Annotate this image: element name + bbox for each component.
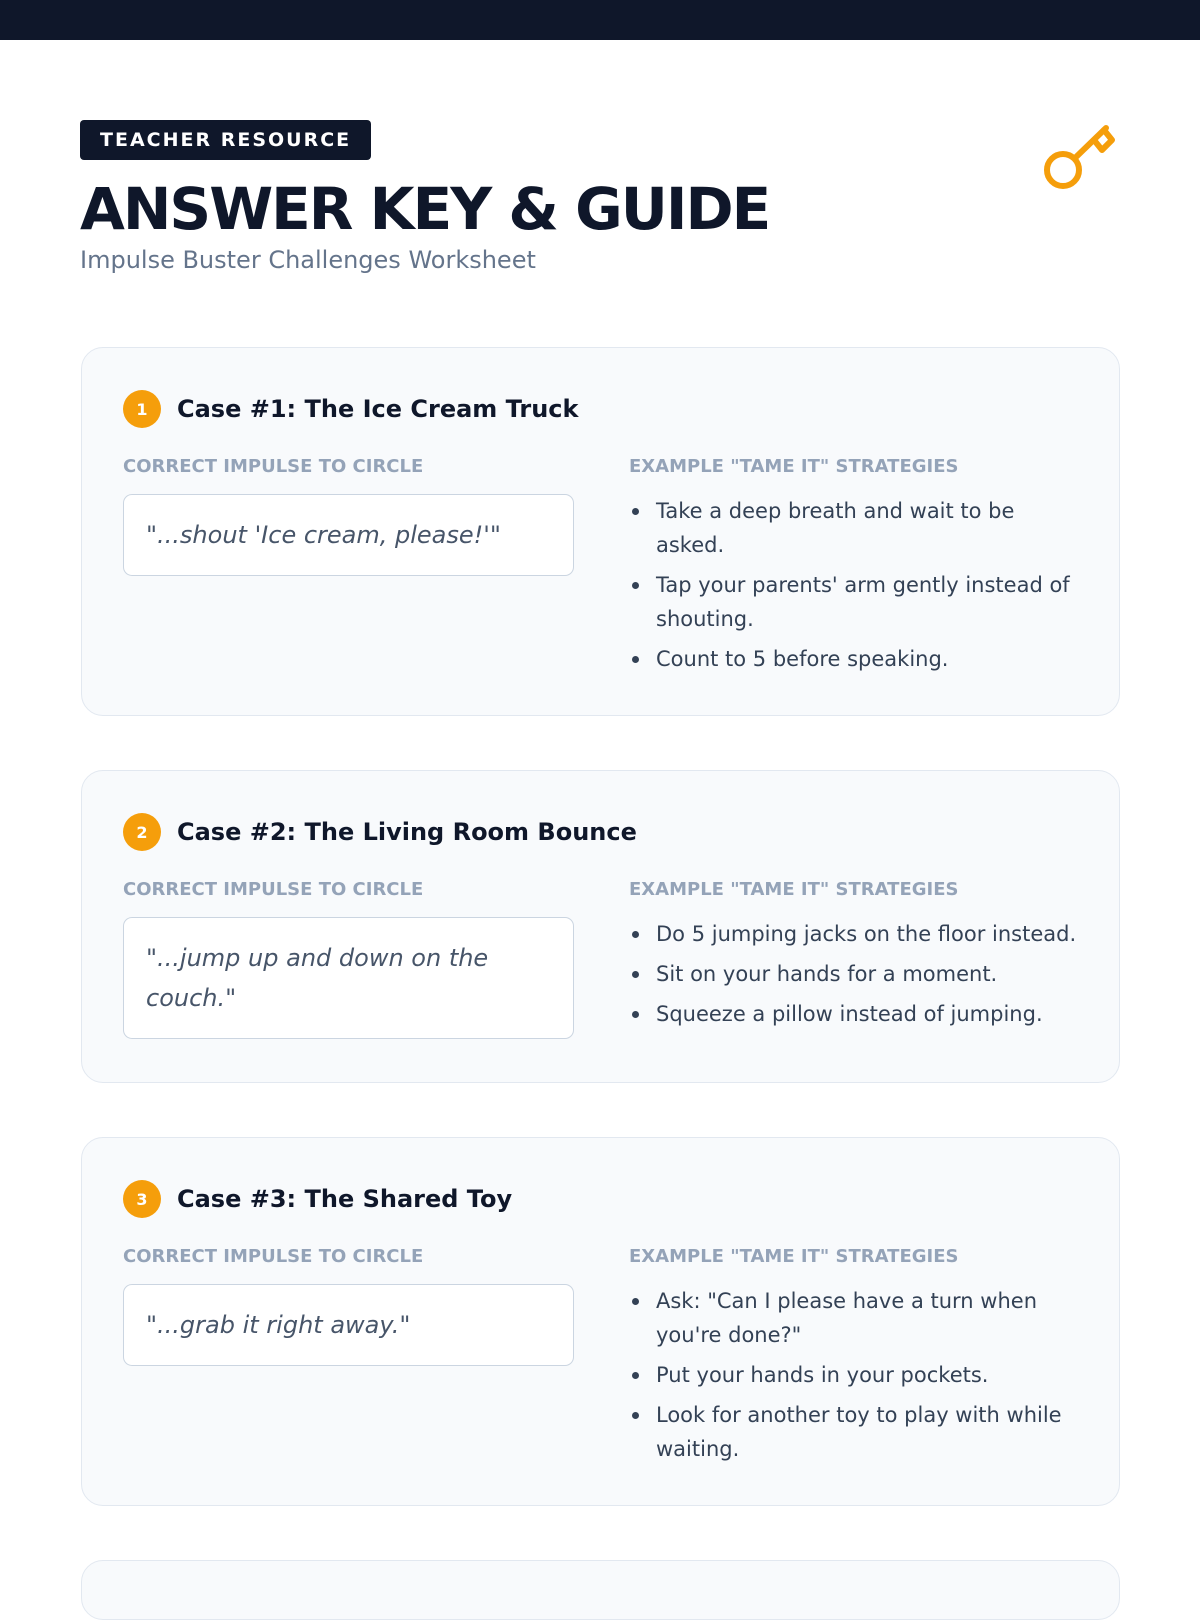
- strategy-item: Look for another toy to play with while waiting.: [629, 1398, 1089, 1466]
- strategies-label: EXAMPLE "TAME IT" STRATEGIES: [629, 1246, 959, 1267]
- strategies-list: [629, 917, 1089, 1037]
- impulse-label: CORRECT IMPULSE TO CIRCLE: [123, 456, 424, 477]
- strategy-item: Count to 5 before speaking.: [629, 642, 1089, 676]
- strategy-item: Sit on your hands for a moment.: [629, 957, 1089, 991]
- case-number-badge: 2: [123, 813, 161, 851]
- case-card-4: [81, 1560, 1120, 1620]
- strategies-label: EXAMPLE "TAME IT" STRATEGIES: [629, 456, 959, 477]
- key-icon: [1040, 120, 1120, 200]
- strategies-list: [629, 1284, 1089, 1472]
- case-number-badge: 3: [123, 1180, 161, 1218]
- case-header: [123, 813, 637, 851]
- impulse-answer: "...shout 'Ice cream, please!'": [123, 494, 574, 576]
- case-card-2: [81, 770, 1120, 1083]
- strategy-item: Squeeze a pillow instead of jumping.: [629, 997, 1089, 1031]
- case-title: Case #1: The Ice Cream Truck: [177, 395, 579, 423]
- case-title: Case #2: The Living Room Bounce: [177, 818, 637, 846]
- strategy-item: Take a deep breath and wait to be asked.: [629, 494, 1089, 562]
- strategy-item: Ask: "Can I please have a turn when you're done?": [629, 1284, 1089, 1352]
- impulse-label: CORRECT IMPULSE TO CIRCLE: [123, 879, 424, 900]
- page-title: ANSWER KEY & GUIDE: [80, 175, 770, 243]
- case-header: [123, 1180, 512, 1218]
- strategies-list: [629, 494, 1089, 682]
- strategies-label: EXAMPLE "TAME IT" STRATEGIES: [629, 879, 959, 900]
- impulse-answer: "...grab it right away.": [123, 1284, 574, 1366]
- strategy-item: Put your hands in your pockets.: [629, 1358, 1089, 1392]
- strategy-item: Tap your parents' arm gently instead of shouting.: [629, 568, 1089, 636]
- page-subtitle: Impulse Buster Challenges Worksheet: [80, 246, 536, 274]
- case-header: [123, 390, 579, 428]
- case-number-badge: 1: [123, 390, 161, 428]
- impulse-label: CORRECT IMPULSE TO CIRCLE: [123, 1246, 424, 1267]
- case-title: Case #3: The Shared Toy: [177, 1185, 513, 1213]
- impulse-answer: "...jump up and down on the couch.": [123, 917, 574, 1039]
- resource-badge: TEACHER RESOURCE: [80, 120, 371, 160]
- strategy-item: Do 5 jumping jacks on the floor instead.: [629, 917, 1089, 951]
- page-header: [80, 120, 1120, 274]
- top-bar: [0, 0, 1200, 40]
- case-card-1: [81, 347, 1120, 716]
- case-card-3: [81, 1137, 1120, 1506]
